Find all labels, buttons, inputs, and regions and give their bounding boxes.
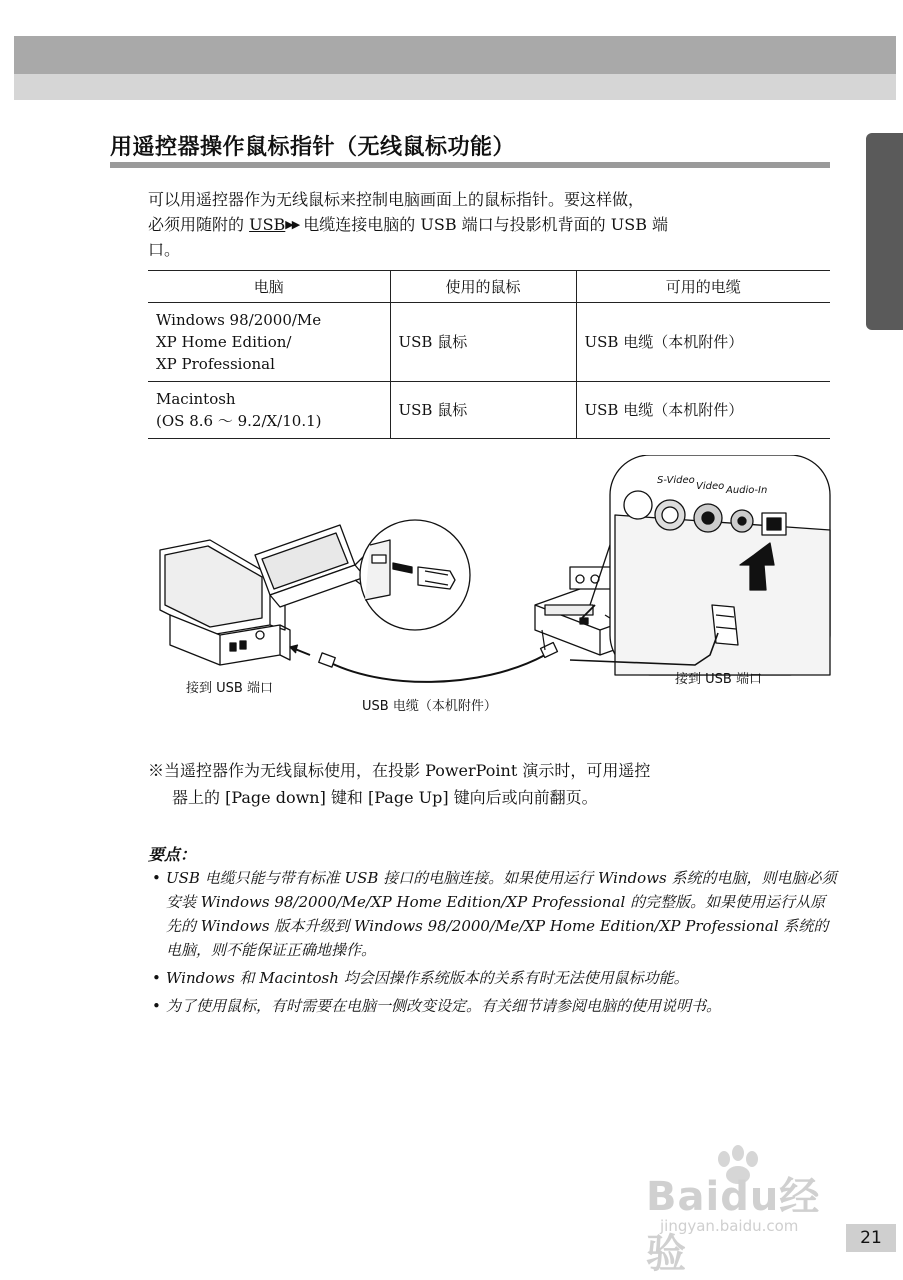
- cell-mouse: USB 鼠标: [390, 303, 576, 382]
- pc-usb-port-label: 接到 USB 端口: [186, 681, 273, 696]
- page-title: 用遥控器操作鼠标指针（无线鼠标功能）: [110, 135, 516, 160]
- table-header-row: [148, 271, 830, 303]
- header-band-dark: [14, 36, 896, 74]
- bullet-icon: •: [152, 869, 161, 887]
- list-item: [148, 866, 838, 962]
- usb-glossary-link[interactable]: USB: [249, 215, 286, 234]
- important-points-heading: 要点：: [148, 845, 197, 864]
- intro-line-3: 口。: [148, 240, 181, 259]
- pc-usb-port-callout: [355, 520, 470, 630]
- watermark-main-text: Baidu经验: [646, 1174, 821, 1277]
- list-item: [148, 994, 838, 1018]
- note-line-2: 器上的 [Page down] 键和 [Page Up] 键向后或向前翻页。: [172, 788, 598, 807]
- intro-line-2b: 电缆连接电脑的 USB 端口与投影机背面的 USB 端: [298, 215, 669, 234]
- intro-line-2a: 必须用随附的: [148, 215, 250, 234]
- usb-cable-label: USB 电缆（本机附件）: [362, 699, 497, 714]
- point-text: 为了使用鼠标，有时需要在电脑一侧改变设定。有关细节请参阅电脑的使用说明书。: [166, 997, 722, 1015]
- header-pc: 电脑: [148, 271, 390, 303]
- important-points-list: [148, 866, 838, 1022]
- note-line-1: ※当遥控器作为无线鼠标使用，在投影 PowerPoint 演示时，可用遥控: [148, 761, 651, 780]
- bullet-icon: •: [152, 969, 161, 987]
- table-row: [148, 303, 830, 382]
- projector-usb-port-label: 接到 USB 端口: [675, 672, 762, 687]
- cell-pc: [148, 382, 390, 439]
- cell-cable: USB 电缆（本机附件）: [576, 303, 830, 382]
- pc-line: (OS 8.6 ～ 9.2/X/10.1): [156, 412, 322, 430]
- list-item: [148, 966, 838, 990]
- pc-line: Macintosh: [156, 390, 236, 408]
- bullet-icon: •: [152, 997, 161, 1015]
- chapter-side-tab: [866, 133, 903, 330]
- glossary-arrow-icon: ▶▶: [285, 218, 299, 231]
- notebook-computer-icon: [255, 525, 365, 607]
- intro-paragraph: [148, 187, 838, 262]
- audio-in-port-label: Audio-In: [726, 485, 768, 496]
- s-video-port-label: S-Video: [657, 475, 695, 486]
- header-cable: 可用的电缆: [576, 271, 830, 303]
- cell-pc: [148, 303, 390, 382]
- pc-line: XP Home Edition/: [156, 333, 292, 351]
- intro-line-1: 可以用遥控器作为无线鼠标来控制电脑画面上的鼠标指针。要这样做，: [148, 190, 645, 209]
- point-text: USB 电缆只能与带有标准 USB 接口的电脑连接。如果使用运行 Windows 系统的电脑，则电脑必须安装 Windows 98/2000/Me/XP Home Edition/XP Professional 的完整版。如果使用运行从原先的 Windows 版本升级到 Windows 98/2000/Me/XP Home Edition/XP Professional 系统的电脑，则不能保证正确地操作。: [166, 869, 837, 959]
- compatibility-table: [148, 270, 830, 439]
- pc-line: Windows 98/2000/Me: [156, 311, 322, 329]
- intro-line-2: [148, 212, 838, 237]
- point-text: Windows 和 Macintosh 均会因操作系统版本的关系有时无法使用鼠标功能。: [166, 969, 689, 987]
- cell-mouse: USB 鼠标: [390, 382, 576, 439]
- header-band-light: [14, 74, 896, 100]
- cell-cable: USB 电缆（本机附件）: [576, 382, 830, 439]
- watermark-url-text: jingyan.baidu.com: [660, 1217, 799, 1235]
- page-number: 21: [846, 1224, 896, 1252]
- connection-diagram: [150, 455, 840, 725]
- header-mouse: 使用的鼠标: [390, 271, 576, 303]
- pc-line: XP Professional: [156, 355, 275, 373]
- title-underline: [110, 162, 830, 168]
- table-row: [148, 382, 830, 439]
- powerpoint-note: [148, 757, 838, 811]
- baidu-watermark: [640, 1145, 850, 1277]
- video-port-label: Video: [696, 481, 725, 492]
